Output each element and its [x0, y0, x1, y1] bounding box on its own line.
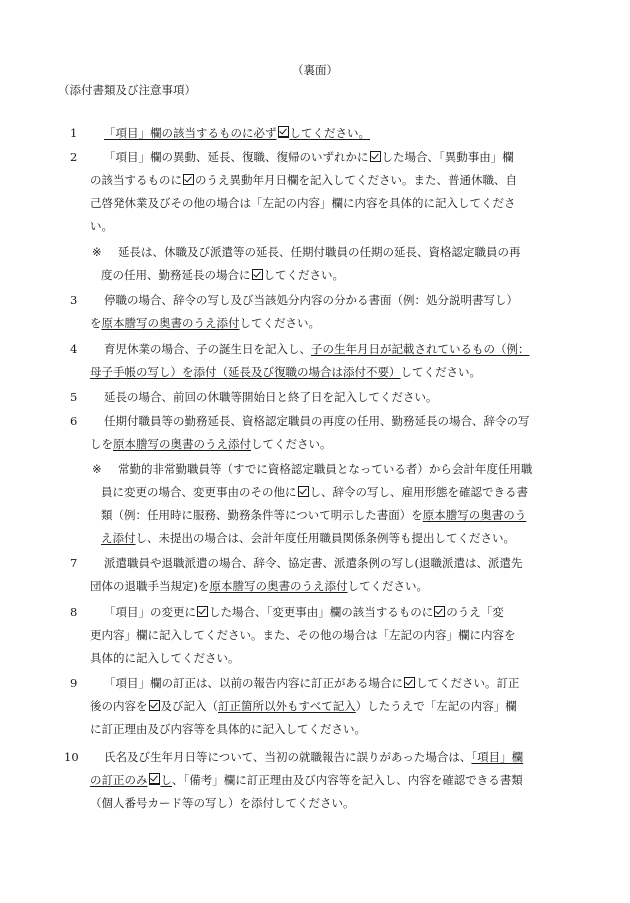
note-text: のうえ異動年月日欄を記入してください。また、普通休職、自 [195, 173, 517, 187]
note-line [70, 386, 438, 409]
note-line [90, 624, 516, 647]
note-text: してください。 [400, 365, 481, 379]
checkmark-box-icon [404, 677, 415, 688]
note-text: に訂正理由及び内容等を具体的に記入してください。 [90, 722, 366, 736]
item-number: 2 [70, 150, 78, 164]
note-text: してください。 [263, 268, 344, 282]
note-text: 後の内容を [90, 699, 148, 713]
note-line [90, 192, 516, 215]
underlined-text: 母子手帳の写し）を添付（延長及び復職の場合は添付不要） [90, 365, 401, 379]
note-line [90, 792, 355, 815]
note-text: 及び記入（ [160, 699, 218, 713]
item-number: 4 [70, 342, 78, 356]
note-line [70, 338, 530, 361]
note-text: しを [90, 437, 113, 451]
underlined-text: 原本謄写の奥書のう [422, 508, 527, 522]
note-text: 常勤的非常勤職員等（すでに資格認定職員となっている者）から会計年度任用職 [118, 462, 533, 476]
note-text: 停職の場合、辞令の写し及び当該処分内容の分かる書面（例：処分説明書写し） [104, 293, 518, 307]
note-text: 己啓発休業及びその他の場合は「左記の内容」欄に内容を具体的に記入してくださ [90, 196, 516, 210]
note-text: 更内容」欄に記入してください。また、その他の場合は「左記の内容」欄に内容を [90, 628, 516, 642]
checkmark-box-icon [149, 773, 160, 785]
underlined-text: え添付 [101, 531, 136, 545]
underlined-text: してください。 [289, 126, 370, 140]
item-number: 10 [64, 750, 79, 764]
note-text: 員に変更の場合、変更事由のその他に [101, 485, 297, 499]
underlined-text: 原本謄写の奥書のうえ添付 [113, 437, 251, 451]
checkmark-box-icon [197, 606, 208, 617]
underlined-text: 原本謄写の奥書のうえ添付 [209, 579, 348, 593]
note-text: （個人番号カード等の写し）を添付してください。 [90, 796, 355, 810]
note-line [90, 215, 113, 238]
underlined-text: 「項目」欄 [471, 750, 524, 764]
note-line [90, 769, 523, 792]
note-text: ）したうえで「左記の内容」欄 [355, 699, 517, 713]
note-text: 、「備考」欄に訂正理由及び内容等を記入し、内容を確認できる書類 [172, 773, 523, 787]
note-mark: ※ [92, 245, 102, 259]
note-line [101, 504, 526, 527]
note-text: してください。 [251, 437, 332, 451]
note-line [92, 458, 533, 481]
underlined-text: の訂正のみ [90, 773, 148, 787]
note-line [90, 647, 240, 670]
checkmark-box-icon [252, 269, 263, 280]
note-text: してください。訂正 [416, 676, 520, 690]
note-line [90, 312, 320, 335]
section-title: （添付書類及び注意事項） [58, 83, 196, 97]
item-number: 9 [70, 676, 78, 690]
note-mark: ※ [92, 462, 102, 476]
note-line [90, 718, 366, 741]
underlined-text: 子の生年月日が記載されているもの（例： [311, 342, 530, 356]
underlined-text: 原本謄写の奥書のうえ添付 [101, 316, 240, 330]
underlined-text: 「項目」欄の該当するものに必ず [104, 126, 277, 140]
note-text: した場合、「変更事由」欄の該当するものに [209, 605, 434, 619]
underlined-text: し [160, 773, 172, 787]
note-text: を [90, 316, 102, 330]
note-line [101, 527, 515, 550]
note-text: 類（例：任用時に服務、勤務条件等について明示した書面）を [101, 508, 423, 522]
note-line [70, 146, 514, 169]
underlined-text: 訂正箇所以外もすべて記入 [218, 699, 356, 713]
item-number: 6 [70, 414, 78, 428]
item-number: 1 [70, 126, 78, 140]
note-text: 「項目」の変更に [104, 605, 196, 619]
note-text: 延長は、休職及び派遣等の延長、任期付職員の任期の延長、資格認定職員の再 [118, 245, 521, 259]
checkmark-box-icon [149, 700, 160, 711]
note-text: い。 [90, 219, 113, 233]
note-line [70, 672, 520, 695]
note-text: 育児休業の場合、子の誕生日を記入し、 [104, 342, 311, 356]
checkmark-box-icon [278, 126, 289, 138]
checkmark-box-icon [183, 174, 194, 185]
note-text: 氏名及び生年月日等について、当初の就職報告に誤りがあった場合は、 [104, 750, 472, 764]
note-line [70, 122, 370, 145]
back-side-label: （裏面） [292, 63, 338, 77]
checkmark-box-icon [370, 151, 381, 162]
note-text: 延長の場合、前回の休職等開始日と終了日を記入してください。 [104, 390, 438, 404]
note-line [90, 169, 517, 192]
note-line [70, 601, 504, 624]
item-number: 8 [70, 605, 78, 619]
note-text: し、未提出の場合は、会計年度任用職員関係条例等も提出してください。 [135, 531, 515, 545]
note-text: の該当するものに [90, 173, 182, 187]
note-line [101, 264, 344, 287]
note-text: してください。 [347, 579, 428, 593]
note-line [90, 575, 428, 598]
note-line [64, 746, 524, 769]
checkmark-box-icon [298, 486, 309, 497]
note-line [70, 289, 518, 312]
note-line [70, 552, 523, 575]
note-text: した場合、「異動事由」欄 [381, 150, 514, 164]
note-line [70, 410, 530, 433]
note-line [92, 241, 521, 264]
note-line [90, 361, 481, 384]
item-number: 5 [70, 390, 78, 404]
item-number: 3 [70, 293, 78, 307]
note-line [90, 433, 332, 456]
note-text: 具体的に記入してください。 [90, 651, 240, 665]
note-line [90, 695, 517, 718]
note-text: 任期付職員等の勤務延長、資格認定職員の再度の任用、勤務延長の場合、辞令の写 [104, 414, 530, 428]
note-text: し、辞令の写し、雇用形態を確認できる書 [309, 485, 528, 499]
note-text: 「項目」欄の異動、延長、復職、復帰のいずれかに [104, 150, 369, 164]
note-line [101, 481, 528, 504]
note-text: 「項目」欄の訂正は、以前の報告内容に訂正がある場合に [104, 676, 403, 690]
note-text: 派遣職員や退職派遣の場合、辞令、協定書、派遣条例の写し(退職派遣は、派遣先 [104, 556, 523, 570]
checkmark-box-icon [434, 606, 445, 617]
note-text: してください。 [239, 316, 320, 330]
item-number: 7 [70, 556, 78, 570]
note-text: 団体の退職手当規定)を [90, 579, 210, 593]
note-text: のうえ「変 [446, 605, 504, 619]
note-text: 度の任用、勤務延長の場合に [101, 268, 251, 282]
